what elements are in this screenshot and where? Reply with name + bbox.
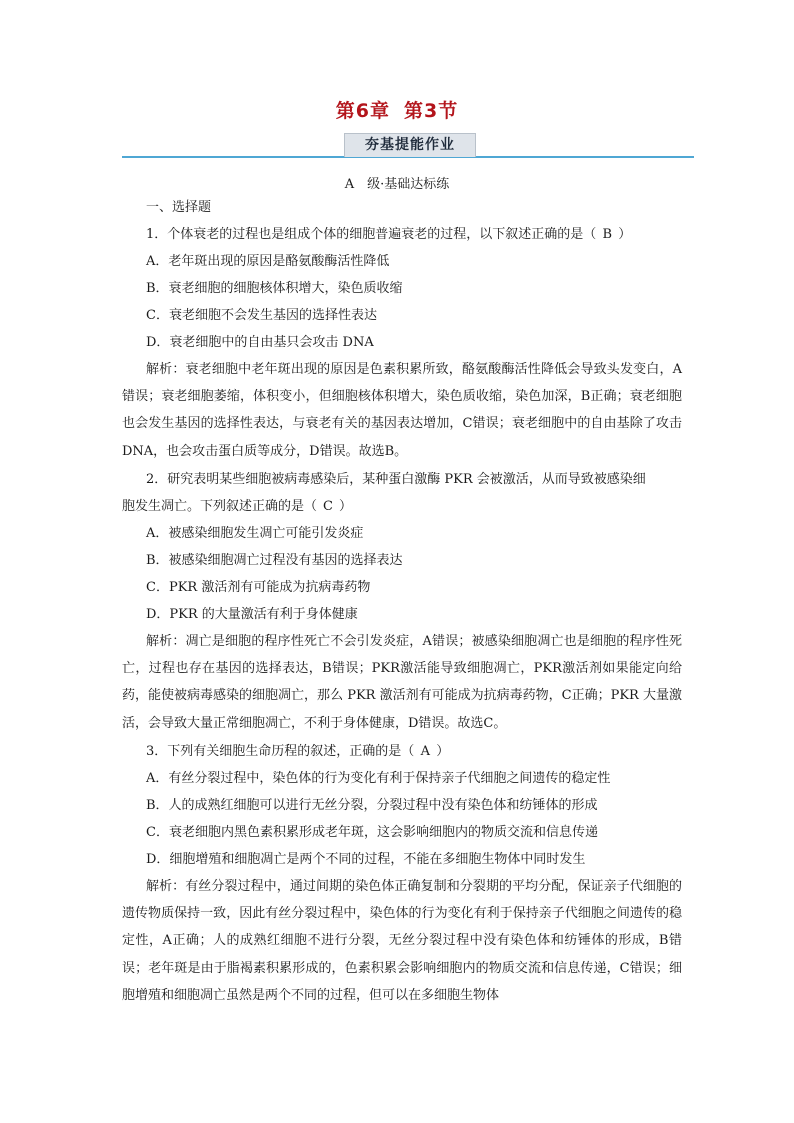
- explanation: 解析：有丝分裂过程中，通过间期的染色体正确复制和分裂期的平均分配，保证亲子代细胞的遗传物质保持一致，因此有丝分裂过程中，染色体的行为变化有利于保持亲子代细胞之间遗传的稳定性，A正确；人的成熟红细胞不进行分裂，无丝分裂过程中没有染色体和纺锤体的形成，B错误；老年斑是由于脂褐素积累形成的，色素积累会影响细胞内的物质交流和信息传递，C错误；细胞增殖和细胞凋亡虽然是两个不同的过程，但可以在多细胞生物体: [122, 879, 682, 1003]
- answer-key: B: [602, 227, 613, 242]
- option-d: D．衰老细胞中的自由基只会攻击 DNA: [146, 335, 374, 350]
- question-stem: 2．研究表明某些细胞被病毒感染后，某种蛋白激酶 PKR 会被激活，从而导致被感染细: [146, 472, 646, 487]
- explanation: 解析：衰老细胞中老年斑出现的原因是色素积累所致，酪氨酸酶活性降低会导致头发变白，A错误；衰老细胞萎缩，体积变小，但细胞核体积增大，染色质收缩，染色加深，B正确；衰老细胞也会发生基因的选择性表达，与衰老有关的基因表达增加，C错误；衰老细胞中的自由基除了攻击 DNA，也会攻击蛋白质等成分，D错误。故选B。: [122, 362, 682, 459]
- question-stem: 1．个体衰老的过程也是组成个体的细胞普遍衰老的过程，以下叙述正确的是（ B ）: [122, 221, 682, 248]
- page-title: [0, 96, 794, 123]
- banner-bar: [122, 133, 694, 159]
- level-heading: A 级·基础达标练: [344, 177, 450, 192]
- option-a: A．老年斑出现的原因是酪氨酸酶活性降低: [146, 254, 390, 269]
- question-stem: 3．下列有关细胞生命历程的叙述，正确的是（ A ）: [122, 738, 682, 765]
- section-heading: 一、选择题: [146, 200, 212, 215]
- option-c: C．衰老细胞不会发生基因的选择性表达: [146, 308, 377, 323]
- option-b: B．人的成熟红细胞可以进行无丝分裂，分裂过程中没有染色体和纺锤体的形成: [146, 798, 598, 813]
- question-block-1: [122, 194, 682, 465]
- option-b: B．被感染细胞凋亡过程没有基因的选择表达: [146, 553, 403, 568]
- option-a: A．被感染细胞发生凋亡可能引发炎症: [146, 526, 364, 541]
- explanation: 解析：凋亡是细胞的程序性死亡不会引发炎症，A错误；被感染细胞凋亡也是细胞的程序性死亡，过程也存在基因的选择表达，B错误；PKR激活能导致细胞凋亡，PKR激活剂如果能定向给药，能使被病毒感染的细胞凋亡，那么 PKR 激活剂有可能成为抗病毒药物，C正确；PKR 大量激活，会导致大量正常细胞凋亡，不利于身体健康，D错误。故选C。: [122, 634, 682, 731]
- option-a: A．有丝分裂过程中，染色体的行为变化有利于保持亲子代细胞之间遗传的稳定性: [146, 771, 611, 786]
- option-d: D．PKR 的大量激活有利于身体健康: [146, 607, 358, 622]
- answer-key: A: [420, 744, 430, 759]
- option-c: C．衰老细胞内黑色素积累形成老年斑，这会影响细胞内的物质交流和信息传递: [146, 825, 598, 840]
- option-d: D．细胞增殖和细胞凋亡是两个不同的过程，不能在多细胞生物体中同时发生: [146, 852, 586, 867]
- question-stem-cont: 胞发生凋亡。下列叙述正确的是（ C ）: [122, 493, 682, 520]
- option-b: B．衰老细胞的细胞核体积增大，染色质收缩: [146, 281, 403, 296]
- chapter-label: 第6章: [335, 100, 390, 122]
- section-label: 第3节: [404, 100, 459, 122]
- question-block-2: [122, 466, 682, 737]
- question-block-3: [122, 738, 682, 1009]
- banner-label: 夯基提能作业: [344, 133, 476, 157]
- answer-key: C: [323, 499, 333, 514]
- option-c: C．PKR 激活剂有可能成为抗病毒药物: [146, 580, 371, 595]
